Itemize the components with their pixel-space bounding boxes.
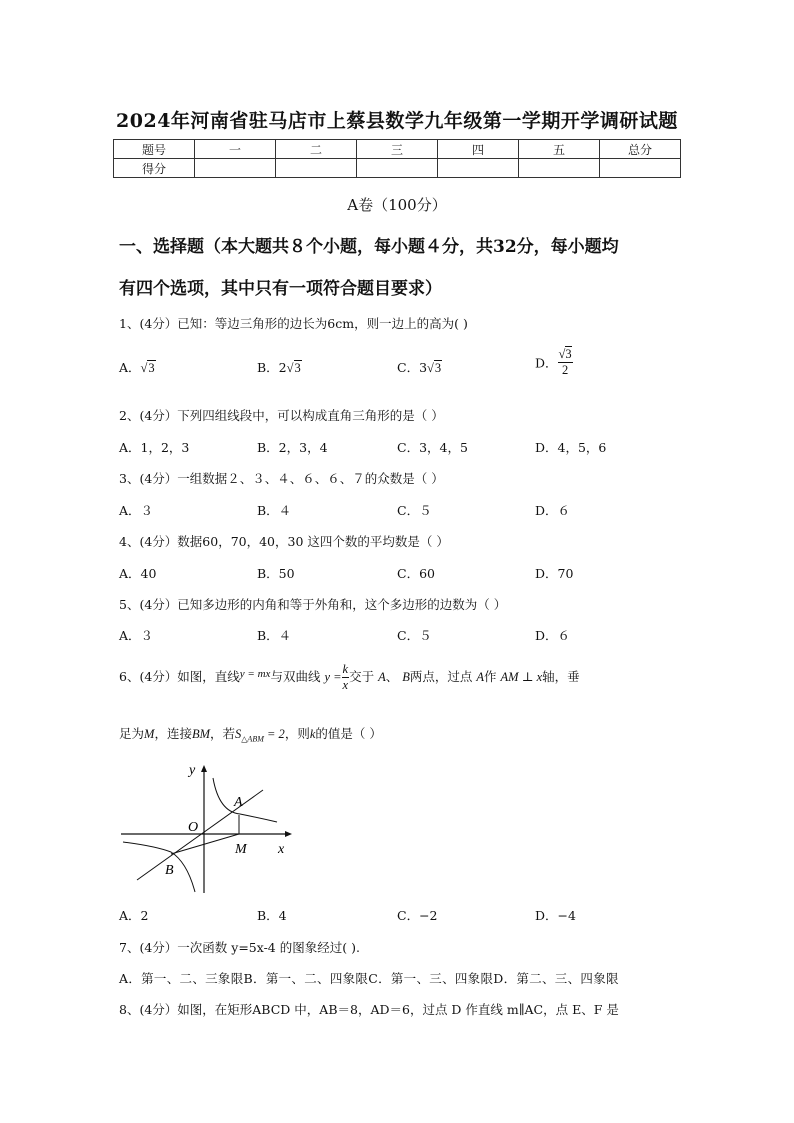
score-table-header-row	[114, 140, 681, 159]
question-6-option-c: C．−2	[397, 908, 438, 923]
score-cell	[357, 159, 438, 178]
question-4-option-a: A．40	[119, 566, 157, 581]
point-b-label: B	[165, 863, 174, 878]
question-1-option-b	[257, 358, 302, 376]
text-run: 、	[385, 669, 399, 684]
question-4-option-b: B．50	[257, 566, 295, 581]
sqrt-expression: √3	[140, 361, 155, 375]
question-3-option-a: A．３	[119, 503, 154, 518]
question-6-figure	[115, 760, 300, 900]
score-row-label: 得分	[114, 159, 195, 178]
score-cell	[519, 159, 600, 178]
section-heading-line-1: 一、选择题（本大题共８个小题，每小题４分，共32分，每小题均	[119, 237, 619, 257]
math-equation: y = mx	[239, 668, 271, 680]
question-3-option-d: D．６	[535, 503, 571, 518]
math-equation: y =	[324, 670, 342, 684]
radicand: 3	[148, 361, 155, 375]
text-run: ，若	[210, 726, 236, 741]
score-table-header-cell: 五	[519, 140, 600, 159]
fraction-numerator: k	[342, 662, 349, 676]
radicand: 3	[434, 361, 442, 375]
line-y-mx	[137, 790, 263, 880]
question-2-option-a: A．1，2，3	[119, 440, 190, 455]
question-2-stem: 2、(4分）下列四组线段中，可以构成直角三角形的是（ ）	[119, 408, 444, 423]
text-run: 6、(4分）如图，直线	[119, 669, 240, 684]
segment-bm	[171, 834, 239, 854]
question-6-stem-line-2	[119, 724, 382, 744]
math-equation: AM ⊥ x	[500, 670, 543, 684]
question-1-option-d	[535, 347, 573, 378]
question-1-stem: 1、(4分）已知：等边三角形的边长为6cm，则一边上的高为( )	[119, 316, 468, 331]
question-6-option-d: D．−4	[535, 908, 576, 923]
text-run: ，则	[284, 726, 310, 741]
radicand: 3	[565, 347, 572, 361]
area-subscript: △ABM	[241, 734, 264, 744]
math-variable: A	[476, 670, 485, 684]
math-variable: BM	[191, 727, 211, 741]
score-table	[113, 139, 681, 178]
question-6-option-b: B．4	[257, 908, 287, 923]
math-variable: B	[402, 670, 410, 684]
hyperbola-branch-2	[123, 842, 195, 892]
question-2-option-b: B．2，3，4	[257, 440, 328, 455]
score-cell	[438, 159, 519, 178]
point-a-label: A	[234, 795, 243, 810]
section-heading-line-2: 有四个选项，其中只有一项符合题目要求）	[119, 279, 442, 299]
question-2-option-d: D．4，5，6	[535, 440, 607, 455]
area-symbol: S	[235, 727, 242, 741]
y-axis-label: y	[189, 763, 196, 778]
question-3-option-b: B．４	[257, 503, 292, 518]
origin-label: O	[188, 820, 199, 835]
text-run: 交于	[349, 669, 375, 684]
score-table-header-cell: 三	[357, 140, 438, 159]
sqrt-expression: √3	[286, 361, 301, 375]
option-label: C．3	[397, 360, 428, 375]
text-run: 与双曲线	[270, 669, 321, 684]
fraction-denominator: 2	[561, 363, 569, 377]
hyperbola-branch-1	[213, 778, 277, 822]
option-label: D．	[535, 355, 558, 371]
question-5-option-b: B．４	[257, 628, 292, 643]
point-m-label: M	[235, 842, 247, 857]
question-3-option-c: C．５	[397, 503, 432, 518]
text-run: ，连接	[154, 726, 192, 741]
score-table-header-cell: 二	[276, 140, 357, 159]
score-table-header-cell: 四	[438, 140, 519, 159]
x-axis-label: x	[278, 842, 285, 857]
question-7-options: A．第一、二、三象限B．第一、二、四象限C．第一、三、四象限D．第二、三、四象限	[119, 971, 619, 986]
score-cell	[276, 159, 357, 178]
text-run: 两点，过点	[409, 669, 473, 684]
y-axis-arrow-icon	[201, 765, 207, 772]
text-run: 足为	[119, 726, 145, 741]
question-4-stem: 4、(4分）数据60，70，40，30 这四个数的平均数是（ ）	[119, 534, 449, 549]
question-5-option-d: D．６	[535, 628, 571, 643]
math-variable: M	[144, 727, 155, 741]
x-axis-arrow-icon	[285, 831, 292, 837]
volume-heading: A卷（100分）	[347, 196, 447, 214]
score-table-score-row	[114, 159, 681, 178]
score-table-header-cell: 总分	[600, 140, 681, 159]
option-label: B．2	[257, 360, 287, 375]
score-cell	[195, 159, 276, 178]
text-run: 轴，垂	[542, 669, 580, 684]
option-label: A．	[119, 360, 141, 375]
question-8-stem: 8、(4分）如图，在矩形ABCD 中，AB＝8，AD＝6，过点 D 作直线 m∥AC，点 E、F 是	[119, 1002, 619, 1017]
math-variable: k	[309, 727, 316, 741]
question-5-option-c: C．５	[397, 628, 432, 643]
score-table-header-cell: 一	[195, 140, 276, 159]
question-1-option-c	[397, 358, 442, 376]
math-variable: A	[378, 670, 386, 684]
fraction	[558, 347, 573, 378]
radicand: 3	[294, 361, 301, 375]
question-3-stem: 3、(4分）一组数据２、３、４、６、６、７的众数是（ ）	[119, 471, 444, 486]
text-run: 的值是（ ）	[315, 726, 382, 741]
question-1-option-a	[119, 358, 156, 376]
text-run: 作	[484, 669, 497, 684]
math-equation	[235, 727, 285, 744]
question-5-stem: 5、(4分）已知多边形的内角和等于外角和，这个多边形的边数为（ ）	[119, 597, 507, 612]
question-7-stem: 7、(4分）一次函数 y=5x-4 的图象经过( ).	[119, 940, 360, 955]
question-4-option-c: C．60	[397, 566, 435, 581]
sqrt-expression: √3	[427, 361, 442, 375]
question-6-option-a: A．2	[119, 908, 149, 923]
question-4-option-d: D．70	[535, 566, 574, 581]
fraction	[342, 662, 350, 693]
question-2-option-c: C．3，4，5	[397, 440, 468, 455]
page-title: 2024年河南省驻马店市上蔡县数学九年级第一学期开学调研试题	[116, 110, 678, 132]
score-cell	[600, 159, 681, 178]
fraction-numerator: √3	[558, 347, 572, 361]
area-value: = 2	[267, 727, 285, 741]
question-6-stem-line-1	[119, 662, 580, 693]
fraction-denominator: x	[342, 678, 349, 692]
score-table-header-cell: 题号	[114, 140, 195, 159]
question-5-option-a: A．３	[119, 628, 154, 643]
